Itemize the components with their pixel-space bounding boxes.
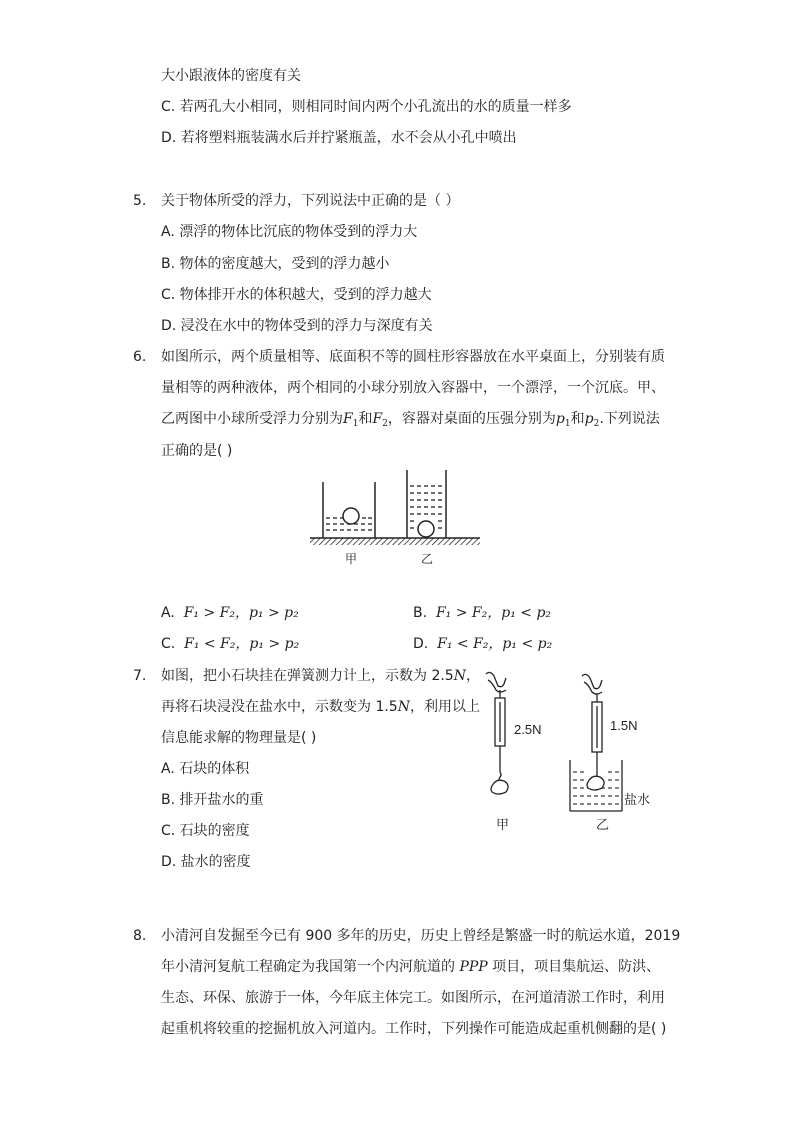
q7-stem-line2: 再将石块浸没在盐水中，示数变为 1.5N，利用以上 <box>161 699 480 715</box>
q7-option-a: A. 石块的体积 <box>161 761 250 777</box>
q5-stem: 关于物体所受的浮力，下列说法中正确的是（ ） <box>161 193 460 209</box>
q8-stem-line2: 年小清河复航工程确定为我国第一个内河航道的 PPP 项目，项目集航运、防洪、 <box>161 959 661 975</box>
q7-option-d: D. 盐水的密度 <box>161 854 251 870</box>
table-surface <box>310 538 480 545</box>
beaker-saltwater <box>570 760 622 811</box>
floating-ball <box>343 508 359 524</box>
q5-option-c: C. 物体排开水的体积越大，受到的浮力越大 <box>161 287 432 303</box>
q8-stem-line4: 起重机将较重的挖掘机放入河道内。工作时，下列操作可能造成起重机侧翻的是( ) <box>161 1021 667 1037</box>
q6-option-d: D. F₁ < F₂，p₁ < p₂ <box>413 636 553 652</box>
q6-stem-line2: 量相等的两种液体，两个相同的小球分别放入容器中，一个漂浮，一个沉底。甲、 <box>161 380 665 396</box>
q8-number: 8. <box>133 928 147 944</box>
q6-fig-label-right: 乙 <box>421 552 434 566</box>
q5-option-d: D. 浸没在水中的物体受到的浮力与深度有关 <box>161 318 433 334</box>
spring-scale-left <box>486 672 508 794</box>
q4-option-d: D. 若将塑料瓶装满水后并拧紧瓶盖，水不会从小孔中喷出 <box>161 130 517 146</box>
q6-option-c: C. F₁ < F₂，p₁ > p₂ <box>161 636 300 652</box>
q6-stem-line3: 乙两图中小球所受浮力分别为$F_1$和$F_2$，容器对桌面的压强分别为$p_1$和$p_2$.下列说法 <box>161 411 660 429</box>
q7-fig-label-right: 乙 <box>596 818 610 833</box>
q6-option-b: B. F₁ > F₂，p₁ < p₂ <box>413 605 552 621</box>
q7-number: 7. <box>133 668 147 684</box>
q8-stem-line1: 小清河自发掘至今已有 900 多年的历史，历史上曾经是繁盛一时的航运水道，2019 <box>161 928 681 944</box>
q7-stem-line1: 如图，把小石块挂在弹簧测力计上，示数为 2.5N， <box>161 668 480 684</box>
container-left <box>323 482 375 538</box>
q6-stem-line4: 正确的是( ) <box>161 443 233 459</box>
q6-fig-label-left: 甲 <box>345 552 358 566</box>
q7-spring-scale-figure <box>478 668 668 838</box>
container-right <box>407 470 446 538</box>
q7-fig-reading-right: 1.5N <box>610 718 638 733</box>
q5-option-b: B. 物体的密度越大，受到的浮力越小 <box>161 256 390 272</box>
q7-fig-label-saltwater: 盐水 <box>624 793 651 808</box>
spring-scale-right <box>582 674 602 776</box>
q8-stem-line3: 生态、环保、旅游于一体，今年底主体完工。如图所示，在河道清淤工作时，利用 <box>161 990 665 1006</box>
q6-option-a: A. F₁ > F₂，p₁ > p₂ <box>161 605 299 621</box>
q4-continuation: 大小跟液体的密度有关 <box>161 68 301 84</box>
q7-fig-reading-left: 2.5N <box>514 722 542 737</box>
q6-containers-figure <box>305 468 485 568</box>
q6-number: 6. <box>133 349 147 365</box>
q7-fig-label-left: 甲 <box>496 818 510 833</box>
q6-stem-line1: 如图所示，两个质量相等、底面积不等的圆柱形容器放在水平桌面上，分别装有质 <box>161 349 665 365</box>
q5-option-a: A. 漂浮的物体比沉底的物体受到的浮力大 <box>161 224 418 240</box>
q7-option-c: C. 石块的密度 <box>161 823 250 839</box>
q7-stem-line3: 信息能求解的物理量是( ) <box>161 730 317 746</box>
q5-number: 5. <box>133 193 147 209</box>
q7-option-b: B. 排开盐水的重 <box>161 792 264 808</box>
sunk-ball <box>418 521 434 537</box>
q4-option-c: C. 若两孔大小相同，则相同时间内两个小孔流出的水的质量一样多 <box>161 99 572 115</box>
